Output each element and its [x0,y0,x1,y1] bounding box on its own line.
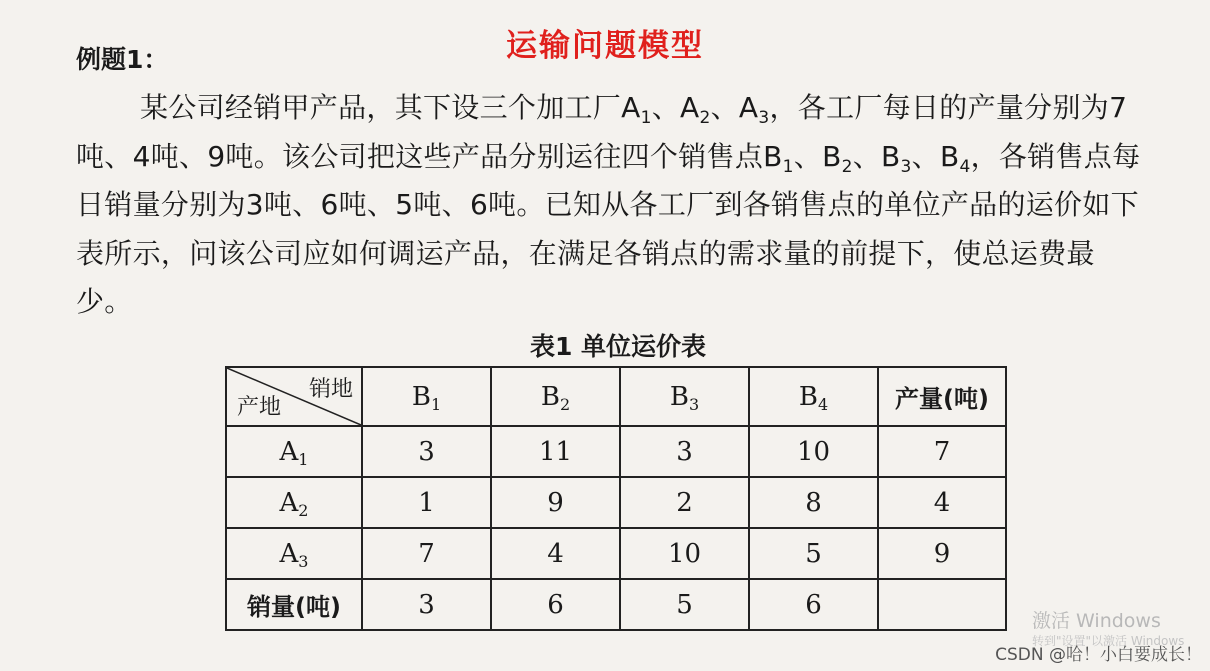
corner-label-destination: 销地 [308,377,353,402]
table-cell: 9 [491,477,620,528]
table-caption: 表1 单位运价表 [529,332,707,361]
para-text: 、B [793,139,842,173]
col-header-b3: $B_3$ [620,367,749,426]
table-row [226,477,1006,528]
activate-windows-hint: 转到"设置"以激活 Windows [1032,634,1185,648]
table-cell: 3 [362,426,491,477]
table-header-row [226,367,1006,426]
para-text: 某公司经销甲产品，其下设三个加工厂A [140,91,641,124]
para-text: ，各销售点每日销量分别为3吨、6吨、5吨、6吨。已知从各工厂到各销售点的单位产品的运价如下表所示，问该公司应如何调运产品，在满足各销点的需求量的前提下，使总运费最少。 [76,139,1141,318]
table-cell: 10 [620,528,749,579]
sub-b1: 1 [782,156,794,177]
row-header-a3: $A_3$ [226,528,362,579]
table-row [226,426,1006,477]
sales-cell: 6 [491,579,620,630]
sub-b2: 2 [841,156,853,177]
row-header-sales: 销量(吨) [226,579,362,630]
production-cell: 7 [878,426,1006,477]
table-cell: 11 [491,426,620,477]
table-cell: 1 [362,477,491,528]
col-header-production: 产量(吨) [878,367,1006,426]
table-cell: 5 [749,528,878,579]
para-text: 、A [710,91,759,124]
sub-a2: 2 [699,108,711,128]
para-text: 、B [911,139,960,173]
table-cell: 2 [620,477,749,528]
sales-cell: 3 [362,579,491,630]
example-label: 例题1： [76,45,169,74]
slide-title: 运输问题模型 [506,28,704,64]
para-text: ，各工厂每日的产量分别为7吨、4吨、9吨。该公司把这些产品分别运往四个销售点B [76,91,1128,173]
table-cell: 8 [749,477,878,528]
para-text: 、A [651,91,700,124]
row-header-a1: $A_1$ [226,426,362,477]
table-cell: 3 [620,426,749,477]
sub-b3: 3 [900,156,912,177]
col-header-b4: $B_4$ [749,367,878,426]
unit-cost-table [225,366,1007,631]
problem-paragraph [76,84,1150,327]
sales-cell: 5 [620,579,749,630]
csdn-credit: CSDN @哈！小白要成长！ [995,645,1202,665]
table-cell: 10 [749,426,878,477]
table-cell: 7 [362,528,491,579]
production-cell: 9 [878,528,1006,579]
col-header-b1: $B_1$ [362,367,491,426]
activate-windows-title: 激活 Windows [1032,610,1161,632]
sub-a1: 1 [640,108,652,128]
sub-a3: 3 [758,108,770,128]
table-row [226,528,1006,579]
sales-row [226,579,1006,630]
production-cell: 4 [878,477,1006,528]
corner-cell [226,367,362,426]
corner-label-origin: 产地 [237,395,282,420]
table-cell: 4 [491,528,620,579]
para-text: 、B [852,139,901,173]
col-header-b2: $B_2$ [491,367,620,426]
sub-b4: 4 [959,156,971,177]
sales-cell: 6 [749,579,878,630]
empty-cell [878,579,1006,630]
row-header-a2: $A_2$ [226,477,362,528]
